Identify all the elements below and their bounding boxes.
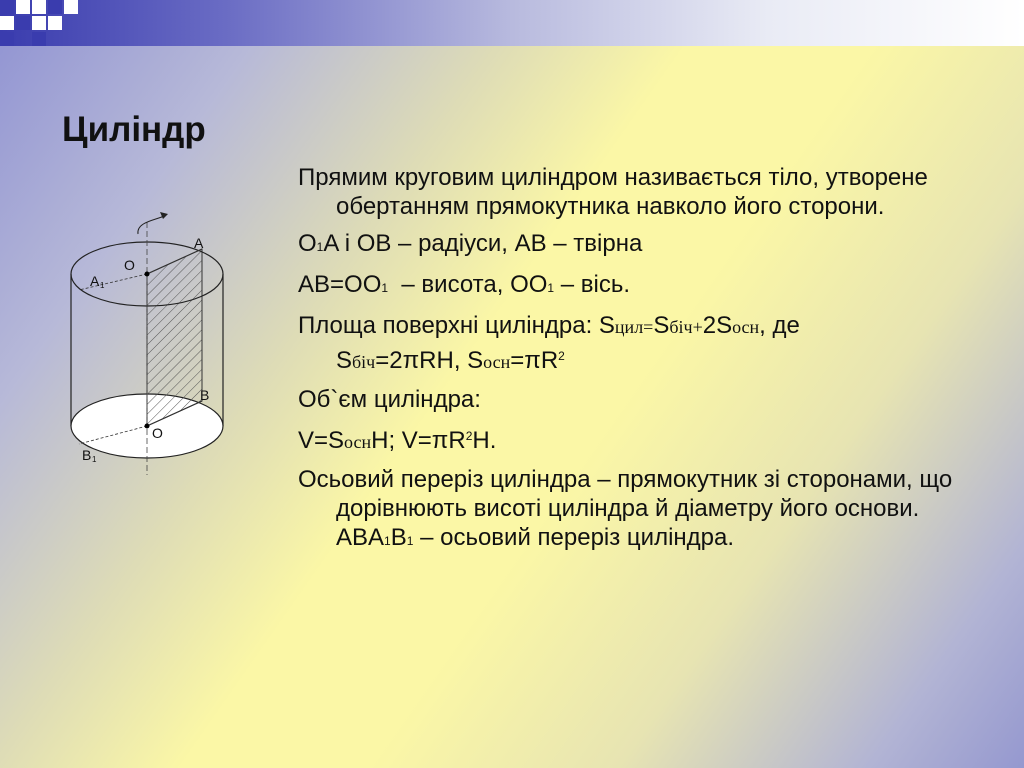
label-a: A <box>194 235 204 251</box>
label-b1: B <box>82 447 92 463</box>
label-o-bottom: O <box>152 425 163 441</box>
label-o-top: O <box>124 257 135 273</box>
axial-section-paragraph: Осьовий переріз циліндра – прямокутник зі сторонами, що дорівнюють висоті циліндра й діаметру його основи. ABA1B1 – осьовий переріз циліндра. <box>298 466 953 551</box>
axial-section <box>147 249 202 426</box>
label-a1: A <box>90 273 100 289</box>
center-bottom-dot <box>145 424 150 429</box>
center-top-dot <box>145 272 150 277</box>
surface-area-formula: Площа поверхні циліндра: Sцил=Sбіч+2Sосн, де Sбіч=2πRH, $Sосн=\pi R^2$ <box>298 312 800 374</box>
rotation-arrow-icon <box>138 216 164 234</box>
slide-body <box>298 163 988 564</box>
label-b: B <box>200 387 210 403</box>
top-banner <box>0 0 1024 46</box>
height-axis-line: AB=OO1 – висота, OO1 – вісь. <box>298 271 631 298</box>
definition-paragraph: Прямим круговим циліндром називається тіло, утворене обертанням прямокутника навколо його сторони. <box>298 164 928 220</box>
volume-formula: V=SоснH; $V=\pi R^2H$. <box>298 427 497 454</box>
volume-heading: Об`єм циліндра: <box>298 386 481 413</box>
radii-line: O1A і OB – радіуси, AB – твірна <box>298 230 643 257</box>
label-b1-sub: 1 <box>92 455 97 464</box>
cylinder-diagram <box>64 200 234 490</box>
label-a1-sub: 1 <box>100 281 105 290</box>
slide-title: Циліндр <box>62 110 206 149</box>
